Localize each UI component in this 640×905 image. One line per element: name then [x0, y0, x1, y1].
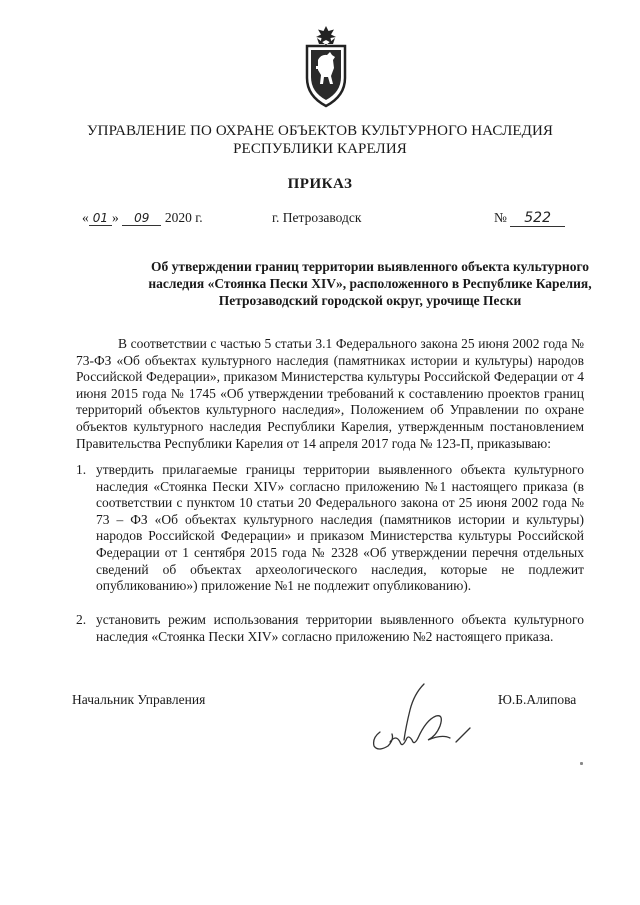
karelia-coat-of-arms-icon: [303, 26, 349, 108]
preamble-paragraph: В соответствии с частью 5 статьи 3.1 Федерального закона 25 июня 2002 года № 73-ФЗ «Об объектах культурного наследия (памятниках истории и культуры) народов Российской Федерации», приказом Министерства культуры Российской Федерации от 4 июня 2015 года № 1745 «Об утверждении требований к составлению проектов границ территорий объектов культурного наследия», Положением об Управлении по охране объектов культурного наследия Республики Карелия, утвержденным постановлением Правительства Республики Карелия от 14 апреля 2017 года № 123-П, приказываю:: [76, 336, 584, 451]
date-year: 2020 г.: [164, 210, 203, 225]
scan-speck: [580, 762, 583, 765]
organization-name-line1: УПРАВЛЕНИЕ ПО ОХРАНЕ ОБЪЕКТОВ КУЛЬТУРНОГО НАСЛЕДИЯ: [86, 123, 554, 139]
subject-line1: Об утверждении границ территории выявленного объекта культурного: [150, 259, 590, 274]
document-title: ПРИКАЗ: [287, 176, 353, 192]
order-subject: [100, 258, 640, 309]
subject-line3: Петрозаводский городской округ, урочище Пески: [218, 293, 522, 308]
order-date: [82, 210, 203, 226]
item-number: 1.: [76, 462, 87, 477]
number-value: 522: [510, 210, 565, 227]
item-number: 2.: [76, 612, 87, 627]
item-text: утвердить прилагаемые границы территории выявленного объекта культурного наследия «Стоянка Пески XIV» согласно приложению №1 настоящего приказа (в соответствии с пунктом 10 статьи 20 Федерального закона от 25 июня 2002 года № 73 – ФЗ «Об объектах культурного наследия (памятников истории и культуры) народов Российской Федерации» и приказом Министерства культуры Российской Федерации от 1 сентября 2015 года № 2328 «Об утверждении перечня отдельных сведений об объектах археологического наследия, которые не подлежит опубликованию») приложение №1 не подлежит опубликованию).: [96, 462, 584, 594]
subject-line2: наследия «Стоянка Пески XIV», расположенного в Республике Карелия,: [148, 276, 592, 291]
organization-name-line2: РЕСПУБЛИКИ КАРЕЛИЯ: [233, 141, 407, 157]
date-day: 01: [89, 211, 112, 226]
date-close-quote: »: [112, 210, 119, 225]
number-label: №: [494, 210, 507, 225]
signer-position: Начальник Управления: [72, 692, 206, 707]
order-item-2: [76, 612, 584, 645]
order-item-1: [76, 462, 584, 595]
date-open-quote: «: [82, 210, 89, 225]
handwritten-signature-icon: [366, 680, 476, 760]
item-text: установить режим использования территории выявленного объекта культурного наследия «Стоянка Пески XIV» согласно приложению №2 настоящего приказа.: [96, 612, 584, 644]
order-number: [494, 210, 565, 226]
date-month: 09: [122, 211, 161, 226]
order-city: г. Петрозаводск: [272, 210, 362, 225]
signer-name: Ю.Б.Алипова: [498, 692, 577, 707]
